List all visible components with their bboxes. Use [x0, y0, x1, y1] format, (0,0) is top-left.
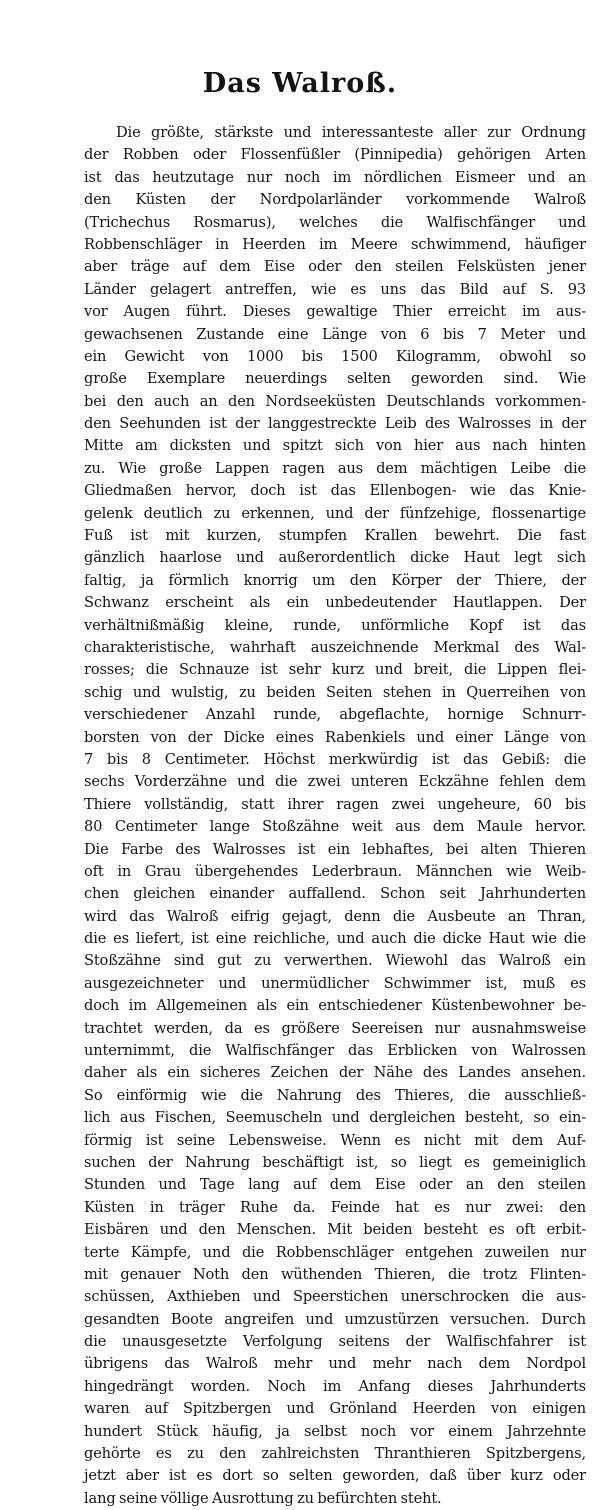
- text-line: borsten von der Dicke eines Rabenkiels und einer Länge von: [84, 728, 586, 746]
- text-line: trachtet werden, da es größere Seereisen nur ausnahmsweise: [84, 1019, 586, 1037]
- text-line: der Robben oder Flossenfüßler (Pinnipedia) gehörigen Arten: [84, 146, 586, 164]
- text-line: gesandten Boote angreifen und umzustürzen versuchen. Durch: [84, 1310, 586, 1328]
- text-line: Thiere vollständig, statt ihrer ragen zwei ungeheure, 60 bis: [84, 795, 586, 813]
- text-line: Stunden und Tage lang auf dem Eise oder an den steilen: [84, 1176, 586, 1194]
- text-line: doch im Allgemeinen als ein entschiedener Küstenbewohner be-: [84, 997, 586, 1015]
- article-title: Das Walroß.: [202, 68, 398, 99]
- text-line: verschiedener Anzahl runde, abgeflachte, hornige Schnurr-: [84, 706, 586, 724]
- text-line: den Seehunden ist der langgestreckte Leib des Walrosses in der: [84, 415, 586, 433]
- text-line: oft in Grau übergehendes Lederbraun. Männchen wie Weib-: [84, 862, 586, 880]
- text-line: ausgezeichneter und unermüdlicher Schwimmer ist, muß es: [84, 974, 586, 992]
- text-line: schig und wulstig, zu beiden Seiten stehen in Querreihen von: [84, 683, 586, 701]
- text-line: charakteristische, wahrhaft auszeichnende Merkmal des Wal-: [84, 638, 586, 656]
- text-line: die es liefert, ist eine reichliche, und auch die dicke Haut wie die: [84, 930, 586, 948]
- text-line: Schwanz erscheint als ein unbedeutender Hautlappen. Der: [84, 594, 586, 612]
- text-line: Robbenschläger in Heerden im Meere schwimmend, häufiger: [84, 235, 586, 253]
- text-line: waren auf Spitzbergen und Grönland Heerden von einigen: [84, 1400, 586, 1418]
- text-line: faltig, ja förmlich knorrig um den Körper der Thiere, der: [84, 571, 586, 589]
- text-line: große Exemplare neuerdings selten geworden sind. Wie: [84, 370, 586, 388]
- text-line: wird das Walroß eifrig gejagt, denn die Ausbeute an Thran,: [84, 907, 586, 925]
- text-line: lich aus Fischen, Seemuscheln und dergleichen besteht, so ein-: [84, 1109, 586, 1127]
- text-line: gehörte es zu den zahlreichsten Thranthieren Spitzbergens,: [84, 1445, 586, 1463]
- text-line: Fuß ist mit kurzen, stumpfen Krallen bewehrt. Die fast: [84, 527, 586, 545]
- text-line: hingedrängt worden. Noch im Anfang dieses Jahrhunderts: [84, 1377, 586, 1395]
- text-line: Die größte, stärkste und interessanteste aller zur Ordnung: [116, 124, 586, 141]
- text-line: gänzlich haarlose und außerordentlich dicke Haut legt sich: [84, 549, 586, 567]
- text-line: Die Farbe des Walrosses ist ein lebhaftes, bei alten Thieren: [84, 840, 586, 858]
- text-line: 7 bis 8 Centimeter. Höchst merkwürdig ist das Gebiß: die: [84, 750, 586, 768]
- text-line: unternimmt, die Walfischfänger das Erblicken von Walrossen: [84, 1042, 586, 1060]
- text-line: Eisbären und den Menschen. Mit beiden besteht es oft erbit-: [84, 1221, 586, 1239]
- text-line: bei den auch an den Nordseeküsten Deutschlands vorkommen-: [84, 392, 586, 410]
- text-line: lang seine völlige Ausrottung zu befürchten steht.: [84, 1489, 442, 1507]
- text-line: vor Augen führt. Dieses gewaltige Thier erreicht im aus-: [84, 303, 586, 321]
- text-line: gewachsenen Zustande eine Länge von 6 bis 7 Meter und: [84, 325, 586, 343]
- text-line: aber träge auf dem Eise oder den steilen Felsküsten jener: [84, 258, 586, 276]
- text-line: schüssen, Axthieben und Speerstichen unerschrocken die aus-: [84, 1288, 586, 1306]
- text-line: suchen der Nahrung beschäftigt ist, so liegt es gemeiniglich: [84, 1153, 586, 1171]
- text-line: ist das heutzutage nur noch im nördlichen Eismeer und an: [84, 168, 586, 186]
- text-line: hundert Stück häufig, ja selbst noch vor einem Jahrzehnte: [84, 1422, 586, 1440]
- text-line: sechs Vorderzähne und die zwei unteren Eckzähne fehlen dem: [84, 773, 586, 791]
- text-line: mit genauer Noth den wüthenden Thieren, die trotz Flinten-: [84, 1265, 586, 1283]
- text-line: ein Gewicht von 1000 bis 1500 Kilogramm, obwohl so: [84, 347, 586, 365]
- text-line: Gliedmaßen hervor, doch ist das Ellenbogen- wie das Knie-: [84, 482, 586, 500]
- text-line: jetzt aber ist es dort so selten geworden, daß über kurz oder: [84, 1467, 586, 1485]
- text-line: terte Kämpfe, und die Robbenschläger entgehen zuweilen nur: [84, 1243, 586, 1261]
- text-line: Stoßzähne sind gut zu verwerthen. Wiewohl das Walroß ein: [84, 952, 586, 970]
- text-line: (Trichechus Rosmarus), welches die Walfischfänger und: [84, 213, 586, 231]
- text-line: daher als ein sicheres Zeichen der Nähe des Landes ansehen.: [84, 1064, 586, 1082]
- text-line: chen gleichen einander auffallend. Schon seit Jahrhunderten: [84, 885, 586, 903]
- text-line: förmig ist seine Lebensweise. Wenn es nicht mit dem Auf-: [84, 1131, 586, 1149]
- text-line: zu. Wie große Lappen ragen aus dem mächtigen Leibe die: [84, 459, 586, 477]
- text-line: Küsten in träger Ruhe da. Feinde hat es nur zwei: den: [84, 1198, 586, 1216]
- text-line: verhältnißmäßig kleine, runde, unförmliche Kopf ist das: [84, 616, 586, 634]
- text-line: den Küsten der Nordpolarländer vorkommende Walroß: [84, 191, 586, 209]
- text-line: gelenk deutlich zu erkennen, und der fünfzehige, flossenartige: [84, 504, 586, 522]
- text-line: Länder gelagert antreffen, wie es uns das Bild auf S. 93: [84, 280, 586, 298]
- text-line: die unausgesetzte Verfolgung seitens der Walfischfahrer ist: [84, 1333, 586, 1351]
- article-body: [84, 122, 586, 1510]
- text-line: Mitte am dicksten und spitzt sich von hier aus nach hinten: [84, 437, 586, 455]
- text-line: So einförmig wie die Nahrung des Thieres, die ausschließ-: [84, 1086, 586, 1104]
- text-line: rosses; die Schnauze ist sehr kurz und breit, die Lippen flei-: [84, 661, 586, 679]
- text-line: übrigens das Walroß mehr und mehr nach dem Nordpol: [84, 1355, 586, 1373]
- text-line: 80 Centimeter lange Stoßzähne weit aus dem Maule hervor.: [84, 818, 586, 836]
